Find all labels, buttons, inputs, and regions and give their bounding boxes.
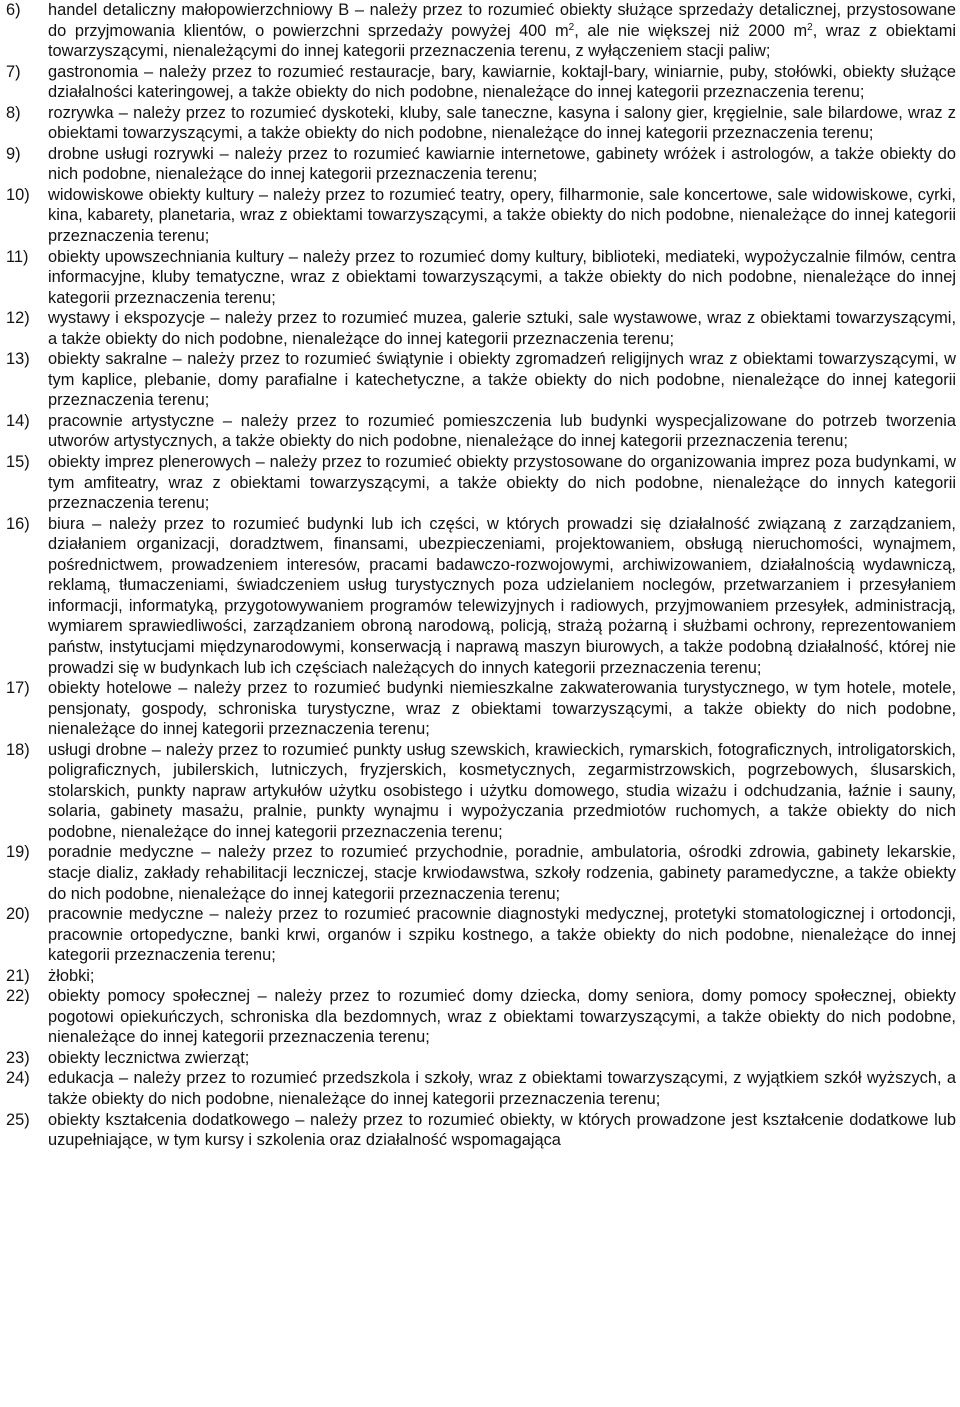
item-term: edukacja: [48, 1069, 114, 1088]
item-term: rozrywka: [48, 103, 114, 122]
superscript-exponent: 2: [568, 21, 575, 33]
item-text: obiekty pomocy społecznej – należy przez to rozumieć domy dziecka, domy seniora, domy pomocy społecznej, obiekty pogotowi opiekuńczych, schroniska dla bezdomnych, wraz z obiektami towarzyszącymi, a także obiekty do nich podobne, nienależące do innej kategorii przeznaczenia terenu;: [48, 987, 957, 1047]
list-item: [6, 247, 956, 309]
list-item: [6, 308, 956, 349]
item-number: 18): [6, 740, 30, 759]
item-term: poradnie medyczne: [48, 843, 194, 862]
item-number: 21): [6, 966, 30, 985]
item-number: 13): [6, 350, 30, 369]
item-term: obiekty pomocy społecznej: [48, 987, 251, 1006]
item-term: obiekty imprez plenerowych: [48, 453, 251, 472]
item-text: biura – należy przez to rozumieć budynki lub ich części, w których prowadzi się działalność związaną z zarządzaniem, działaniem organizacji, doradztwem, finansami, ubezpieczeniami, projektowaniem, obsługą nieruchomości, wynajmem, pośrednictwem, prowadzeniem interesów, pracami badawczo-rozwojowymi, archiwizowaniem, działalnością wydawniczą, reklamą, tłumaczeniami, świadczeniem usług turystycznych poza udzielaniem noclegów, przetwarzaniem i przesyłaniem informacji, informatyką, przygotowywaniem programów telewizyjnych i radiowych, przyjmowaniem przesyłek, administracją, wymiarem sprawiedliwości, zarządzaniem obroną narodową, policją, strażą pożarną i służbami ochrony, reprezentowaniem państw, instytucjami międzynarodowymi, konserwacją i naprawą maszyn biurowych, a także podobną działalność, której nie prowadzi się w budynkach lub ich częściach należących do innych kategorii przeznaczenia terenu;: [48, 514, 956, 677]
item-term: widowiskowe obiekty kultury: [48, 185, 254, 204]
item-term: handel detaliczny małopowierzchniowy B: [48, 1, 350, 19]
item-definition: należy przez to rozumieć obiekty przystosowane do organizowania imprez poza budynkami, w tym amfiteatry, wraz z obiektami towarzyszącymi, a także obiekty do nich podobne, nienależące do innych kategorii przeznaczenia terenu;: [48, 453, 956, 513]
item-number: 25): [6, 1110, 30, 1129]
list-item: [6, 62, 956, 103]
item-definition: należy przez to rozumieć przedszkola i szkoły, wraz z obiektami towarzyszącymi, z wyjątkiem szkół wyższych, a także obiekty do nich podobne, nienależące do innej kategorii przeznaczenia terenu;: [48, 1069, 956, 1108]
item-term: obiekty upowszechniania kultury: [48, 247, 284, 266]
item-definition: żłobki;: [48, 966, 95, 985]
item-text: poradnie medyczne – należy przez to rozumieć przychodnie, poradnie, ambulatoria, ośrodki zdrowia, gabinety lekarskie, stacje dializ, zakłady rehabilitacji leczniczej, stacje krwiodawstwa, szkoły rodzenia, gabinety paramedyczne, a także obiekty do nich podobne, nienależące do innej kategorii przeznaczenia terenu;: [48, 843, 956, 903]
item-text: obiekty imprez plenerowych – należy przez to rozumieć obiekty przystosowane do organizowania imprez poza budynkami, w tym amfiteatry, wraz z obiektami towarzyszącymi, a także obiekty do nich podobne, nienależące do innych kategorii przeznaczenia terenu;: [48, 453, 956, 513]
list-item: [6, 411, 956, 452]
item-text: [48, 1048, 956, 1069]
item-definition: należy przez to rozumieć budynki niemieszkalne zakwaterowania turystycznego, w tym hotele, motele, pensjonaty, gospody, schroniska turystyczne, wraz z obiektami towarzyszącymi, a także obiekty do nich podobne, nienależące do innej kategorii przeznaczenia terenu;: [48, 679, 956, 739]
list-item: [6, 740, 956, 843]
item-term: pracownie medyczne: [48, 905, 204, 924]
item-term: obiekty sakralne: [48, 350, 168, 369]
item-text: gastronomia – należy przez to rozumieć restauracje, bary, kawiarnie, koktajl-bary, winiarnie, puby, stołówki, obiekty służące działalności kateringowej, a także obiekty do nich podobne, nienależące do innej kategorii przeznaczenia terenu;: [48, 62, 956, 102]
item-text: widowiskowe obiekty kultury – należy przez to rozumieć teatry, opery, filharmonie, sale koncertowe, sale widowiskowe, cyrki, kina, kabarety, planetaria, wraz z obiektami towarzyszącymi, a także obiekty do nich podobne, nienależące do innej kategorii przeznaczenia terenu;: [48, 185, 956, 246]
item-number: 12): [6, 309, 30, 328]
item-number: 6): [6, 1, 21, 19]
item-number: 17): [6, 679, 30, 698]
superscript-exponent: 2: [807, 21, 813, 33]
item-term: biura: [48, 514, 85, 533]
item-number: 8): [6, 103, 21, 122]
item-definition: należy przez to rozumieć pracownie diagnostyki medycznej, protetyki stomatologicznej i ortodoncji, pracownie ortopedyczne, banki krwi, organów i szpiku kostnego, a także obiekty do nich podobne, nienależące do innej kategorii przeznaczenia terenu;: [48, 905, 956, 965]
item-definition: należy przez to rozumieć świątynie i obiekty zgromadzeń religijnych wraz z obiektami towarzyszącymi, w tym kaplice, plebanie, domy parafialne i katechetyczne, a także obiekty do nich podobne, nienależące do innej kategorii przeznaczenia terenu;: [48, 350, 956, 410]
list-item: [6, 1048, 956, 1069]
list-item: [6, 185, 956, 247]
list-item: [6, 103, 956, 144]
item-term: obiekty hotelowe: [48, 679, 172, 698]
item-definition: należy przez to rozumieć budynki lub ich części, w których prowadzi się działalność związaną z zarządzaniem, działaniem organizacji, doradztwem, finansami, ubezpieczeniami, projektowaniem, obsługą nieruchomości, wynajmem, pośrednictwem, prowadzeniem interesów, pracami badawczo-rozwojowymi, archiwizowaniem, działalnością wydawniczą, reklamą, tłumaczeniami, świadczeniem usług turystycznych poza udzielaniem noclegów, przetwarzaniem i przesyłaniem informacji, informatyką, przygotowywaniem programów telewizyjnych i radiowych, przyjmowaniem przesyłek, administracją, wymiarem sprawiedliwości, zarządzaniem obroną narodową, policją, strażą pożarną i służbami ochrony, reprezentowaniem państw, instytucjami międzynarodowymi, konserwacją i naprawą maszyn biurowych, a także podobną działalność, której nie prowadzi się w budynkach lub ich częściach należących do innych kategorii przeznaczenia terenu;: [48, 514, 956, 677]
item-term: drobne usługi rozrywki: [48, 144, 214, 163]
item-text: obiekty sakralne – należy przez to rozumieć świątynie i obiekty zgromadzeń religijnych wraz z obiektami towarzyszącymi, w tym kaplice, plebanie, domy parafialne i katechetyczne, a także obiekty do nich podobne, nienależące do innej kategorii przeznaczenia terenu;: [48, 350, 956, 410]
item-definition: należy przez to rozumieć pomieszczenia lub budynki wyspecjalizowane do potrzeb tworzenia utworów artystycznych, a także obiekty do nich podobne, nienależące do innej kategorii przeznaczenia terenu;: [48, 411, 956, 451]
item-number: 10): [6, 185, 30, 204]
item-term: obiekty kształcenia dodatkowego: [48, 1110, 290, 1129]
item-text: usługi drobne – należy przez to rozumieć punkty usług szewskich, krawieckich, rymarskich, fotograficznych, introligatorskich, poligraficznych, jubilerskich, lutniczych, fryzjerskich, kosmetycznych, zegarmistrzowskich, pogrzebowych, ślusarskich, stolarskich, punkty napraw artykułów użytku osobistego i użytku domowego, studia wizażu i odchudzania, łaźnie i sauny, solaria, gabinety masażu, pralnie, punkty wynajmu i wypożyczania przedmiotów ruchomych, a także obiekty do nich podobne, nienależące do innej kategorii przeznaczenia terenu;: [48, 740, 956, 841]
item-definition: obiekty lecznictwa zwierząt;: [48, 1048, 250, 1067]
item-text: obiekty upowszechniania kultury – należy przez to rozumieć domy kultury, biblioteki, mediateki, wypożyczalnie filmów, centra informacyjne, kluby tematyczne, wraz z obiektami towarzyszącymi, a także obiekty do nich podobne, nienależące do innej kategorii przeznaczenia terenu;: [48, 247, 956, 307]
item-text: drobne usługi rozrywki – należy przez to rozumieć kawiarnie internetowe, gabinety wróżek i astrologów, a także obiekty do nich podobne, nienależące do innej kategorii przeznaczenia terenu;: [48, 144, 956, 184]
list-item: [6, 144, 956, 185]
item-definition: należy przez to rozumieć teatry, opery, filharmonie, sale koncertowe, sale widowiskowe, cyrki, kina, kabarety, planetaria, wraz z obiektami towarzyszącymi, a także obiekty do nich podobne, nienależące do innej kategorii przeznaczenia terenu;: [48, 185, 956, 246]
item-term: usługi drobne: [48, 740, 147, 759]
list-item: [6, 349, 956, 411]
item-definition: należy przez to rozumieć kawiarnie internetowe, gabinety wróżek i astrologów, a także obiekty do nich podobne, nienależące do innej kategorii przeznaczenia terenu;: [48, 144, 956, 184]
item-term: wystawy i ekspozycje: [48, 309, 206, 328]
item-text: obiekty hotelowe – należy przez to rozumieć budynki niemieszkalne zakwaterowania turystycznego, w tym hotele, motele, pensjonaty, gospody, schroniska turystyczne, wraz z obiektami towarzyszącymi, a także obiekty do nich podobne, nienależące do innej kategorii przeznaczenia terenu;: [48, 679, 956, 739]
list-item: [6, 904, 956, 966]
item-number: 11): [6, 247, 29, 266]
list-item: [6, 966, 956, 987]
list-item: [6, 514, 956, 678]
definitions-list: [6, 0, 956, 1151]
item-number: 15): [6, 453, 30, 472]
item-definition: należy przez to rozumieć restauracje, bary, kawiarnie, koktajl-bary, winiarnie, puby, stołówki, obiekty służące działalności kateringowej, a także obiekty do nich podobne, nienależące do innej kategorii przeznaczenia terenu;: [48, 62, 956, 102]
item-number: 19): [6, 843, 30, 862]
item-number: 9): [6, 144, 21, 163]
item-definition-continued: , ale nie większej niż 2000 m: [574, 21, 808, 40]
item-term: pracownie artystyczne: [48, 411, 215, 430]
item-definition: należy przez to rozumieć domy dziecka, domy seniora, domy pomocy społecznej, obiekty pogotowi opiekuńczych, schroniska dla bezdomnych, wraz z obiektami towarzyszącymi, a także obiekty do nich podobne, nienależące do innej kategorii przeznaczenia terenu;: [48, 987, 957, 1047]
item-number: 16): [6, 514, 30, 533]
list-item: [6, 678, 956, 740]
item-term: gastronomia: [48, 62, 139, 81]
item-text: obiekty kształcenia dodatkowego – należy przez to rozumieć obiekty, w których prowadzone jest kształcenie dodatkowe lub uzupełniające, w tym kursy i szkolenia oraz działalność wspomagająca: [48, 1110, 956, 1150]
item-text: edukacja – należy przez to rozumieć przedszkola i szkoły, wraz z obiektami towarzyszącymi, z wyjątkiem szkół wyższych, a także obiekty do nich podobne, nienależące do innej kategorii przeznaczenia terenu;: [48, 1069, 956, 1108]
item-text: [48, 966, 956, 987]
list-item: [6, 0, 956, 62]
item-text: pracownie medyczne – należy przez to rozumieć pracownie diagnostyki medycznej, protetyki stomatologicznej i ortodoncji, pracownie ortopedyczne, banki krwi, organów i szpiku kostnego, a także obiekty do nich podobne, nienależące do innej kategorii przeznaczenia terenu;: [48, 905, 956, 965]
item-text: rozrywka – należy przez to rozumieć dyskoteki, kluby, sale taneczne, kasyna i salony gier, kręgielnie, sale bilardowe, wraz z obiektami towarzyszącymi, a także obiekty do nich podobne, nienależące do innej kategorii przeznaczenia terenu;: [48, 103, 956, 143]
list-item: [6, 452, 956, 514]
list-item: [6, 1110, 956, 1151]
item-definition: należy przez to rozumieć przychodnie, poradnie, ambulatoria, ośrodki zdrowia, gabinety lekarskie, stacje dializ, zakłady rehabilitacji leczniczej, stacje krwiodawstwa, szkoły rodzenia, gabinety paramedyczne, a także obiekty do nich podobne, nienależące do innej kategorii przeznaczenia terenu;: [48, 843, 956, 903]
item-definition-continued: , wraz z obiektami towarzyszącymi, nienależącymi do innej kategorii przeznaczenia terenu, z wyłączeniem stacji paliw;: [48, 21, 957, 61]
item-number: 20): [6, 905, 30, 924]
item-text: pracownie artystyczne – należy przez to rozumieć pomieszczenia lub budynki wyspecjalizowane do potrzeb tworzenia utworów artystycznych, a także obiekty do nich podobne, nienależące do innej kategorii przeznaczenia terenu;: [48, 411, 956, 451]
item-number: 24): [6, 1069, 30, 1088]
item-number: 23): [6, 1048, 30, 1067]
list-item: [6, 842, 956, 904]
item-definition: należy przez to rozumieć punkty usług szewskich, krawieckich, rymarskich, fotograficznych, introligatorskich, poligraficznych, jubilerskich, lutniczych, fryzjerskich, kosmetycznych, zegarmistrzowskich, pogrzebowych, ślusarskich, stolarskich, punkty napraw artykułów użytku osobistego i użytku domowego, studia wizażu i odchudzania, łaźnie i sauny, solaria, gabinety masażu, pralnie, punkty wynajmu i wypożyczania przedmiotów ruchomych, a także obiekty do nich podobne, nienależące do innej kategorii przeznaczenia terenu;: [48, 740, 956, 841]
item-definition: należy przez to rozumieć domy kultury, biblioteki, mediateki, wypożyczalnie filmów, centra informacyjne, kluby tematyczne, wraz z obiektami towarzyszącymi, a także obiekty do nich podobne, nienależące do innej kategorii przeznaczenia terenu;: [48, 247, 956, 307]
list-item: [6, 986, 956, 1048]
item-number: 7): [6, 62, 21, 81]
item-text: wystawy i ekspozycje – należy przez to rozumieć muzea, galerie sztuki, sale wystawowe, wraz z obiektami towarzyszącymi, a także obiekty do nich podobne, nienależące do innej kategorii przeznaczenia terenu;: [48, 309, 956, 348]
item-definition: należy przez to rozumieć muzea, galerie sztuki, sale wystawowe, wraz z obiektami towarzyszącymi, a także obiekty do nich podobne, nienależące do innej kategorii przeznaczenia terenu;: [48, 309, 956, 348]
item-definition: należy przez to rozumieć obiekty, w których prowadzone jest kształcenie dodatkowe lub uzupełniające, w tym kursy i szkolenia oraz działalność wspomagająca: [48, 1110, 956, 1150]
item-definition: należy przez to rozumieć obiekty służące sprzedaży detalicznej, przystosowane do przyjmowania klientów, o powierzchni sprzedaży powyżej 400 m: [48, 1, 956, 40]
item-number: 14): [6, 411, 30, 430]
list-item: [6, 1068, 956, 1109]
item-definition: należy przez to rozumieć dyskoteki, kluby, sale taneczne, kasyna i salony gier, kręgielnie, sale bilardowe, wraz z obiektami towarzyszącymi, a także obiekty do nich podobne, nienależące do innej kategorii przeznaczenia terenu;: [48, 103, 956, 143]
item-number: 22): [6, 987, 30, 1006]
item-text: handel detaliczny małopowierzchniowy B – należy przez to rozumieć obiekty służące sprzedaży detalicznej, przystosowane do przyjmowania klientów, o powierzchni sprzedaży powyżej 400 $m^2$, ale nie większej niż 2000 $m^2$, wraz z obiektami towarzyszącymi, nienależącymi do innej kategorii przeznaczenia terenu, z wyłączeniem stacji paliw;: [48, 1, 957, 61]
